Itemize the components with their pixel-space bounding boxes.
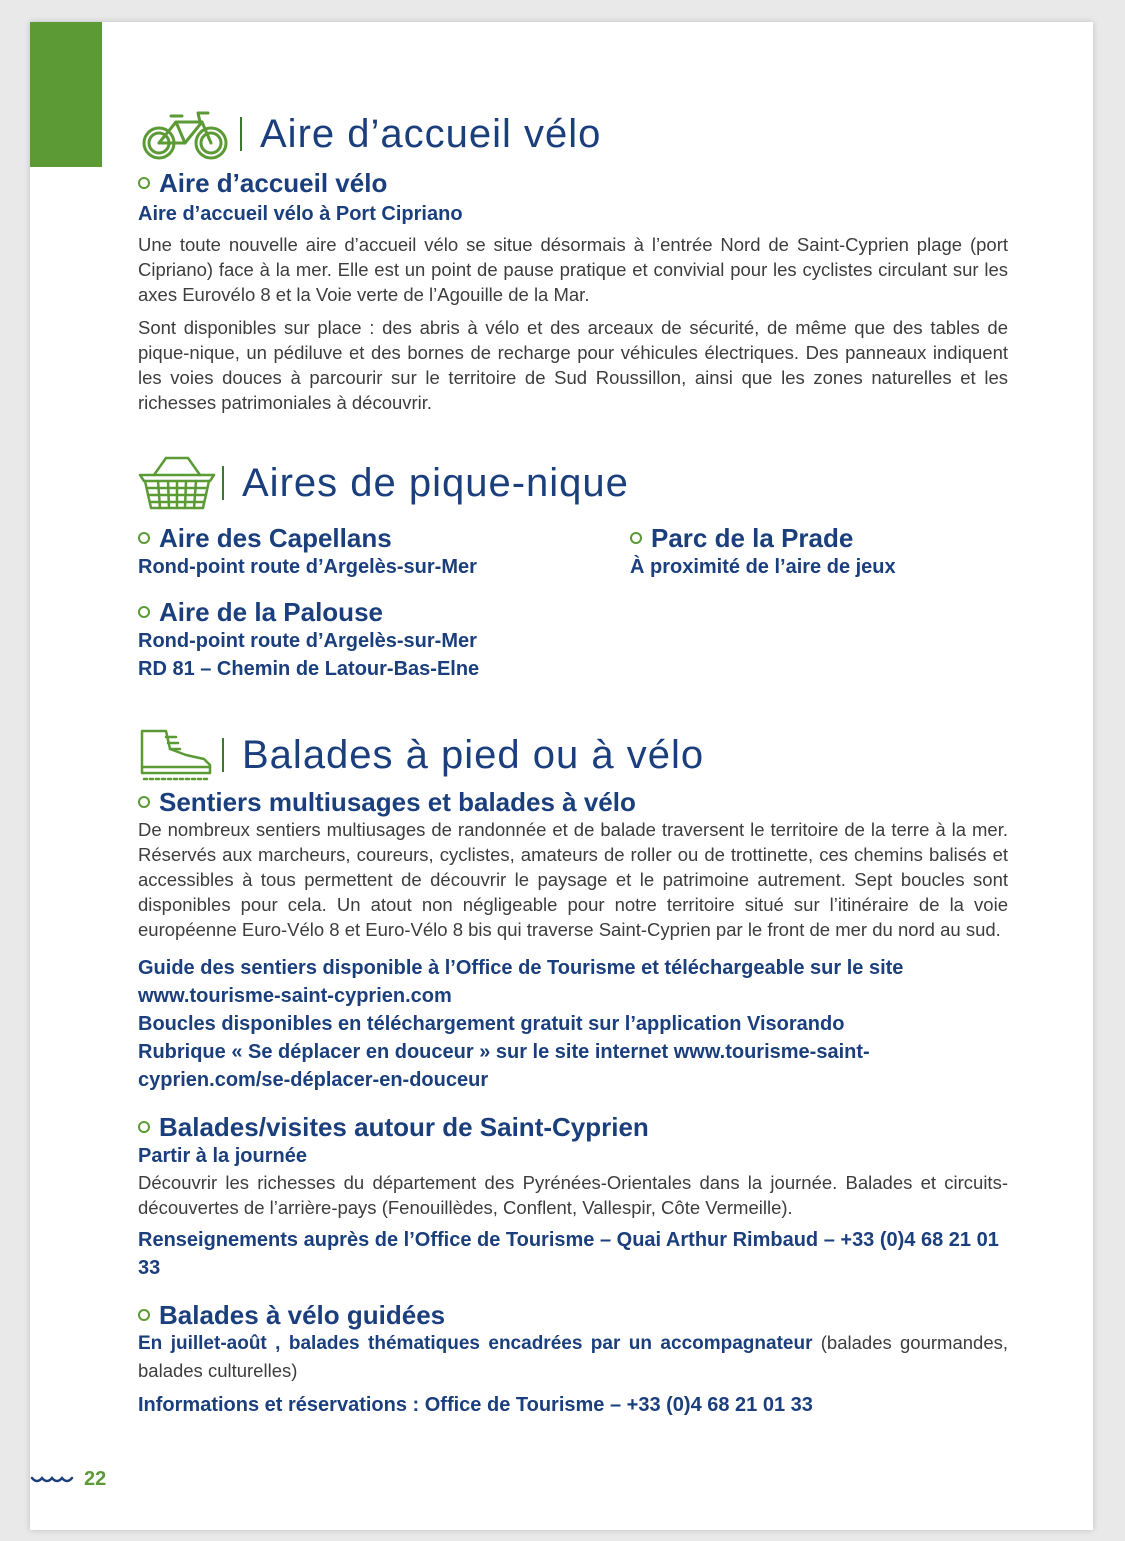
item-line-capellans: Rond-point route d’Argelès-sur-Mer (138, 556, 477, 578)
item-line-palouse-1: Rond-point route d’Argelès-sur-Mer (138, 630, 477, 652)
green-corner-tab (30, 22, 102, 167)
page-footer (30, 1468, 106, 1491)
info-renseignements: Renseignements auprès de l’Office de Tourisme – Quai Arthur Rimbaud – +33 (0)4 68 21 01 33 (138, 1229, 999, 1279)
item-title-aire-accueil (138, 168, 1008, 198)
section-title-velo: Aire d’accueil vélo (260, 111, 602, 156)
item-title-visites (138, 1112, 1008, 1142)
page-content (138, 106, 1008, 1419)
bullet-circle (630, 532, 642, 544)
section-header-picnic (138, 455, 1008, 511)
info-guide-sentiers: Guide des sentiers disponible à l’Office de Tourisme et téléchargeable sur le site www.tourisme-saint-cyprien.com (138, 957, 904, 1007)
page-number: 22 (84, 1468, 107, 1490)
item-title-text: Aire d’accueil vélo (159, 168, 388, 198)
bullet-circle (138, 796, 150, 808)
picnic-grid (138, 523, 1008, 581)
info-reservations: Informations et réservations : Office de Tourisme – +33 (0)4 68 21 01 33 (138, 1394, 813, 1416)
paragraph-visites: Découvrir les richesses du département des Pyrénées-Orientales dans la journée. Balades et circuits-découvertes de l’arrière-pays (Fenouillèdes, Conflent, Vallespir, Côte Vermeille). (138, 1172, 1008, 1218)
title-separator (222, 466, 224, 500)
item-title-sentiers (138, 787, 1008, 817)
picnic-col-left (138, 523, 630, 581)
guidees-lead: En juillet-août , balades thématiques encadrées par un accompagnateur (138, 1333, 813, 1354)
brochure-page (30, 22, 1093, 1530)
bullet-circle (138, 532, 150, 544)
item-title-text: Parc de la Prade (651, 523, 854, 553)
title-separator (240, 117, 242, 151)
item-title-text: Aire de la Palouse (159, 597, 383, 627)
section-header-velo (138, 106, 1008, 162)
bullet-circle (138, 606, 150, 618)
paragraph-sentiers: De nombreux sentiers multiusages de randonnée et de balade traversent le territoire de la terre à la mer. Réservés aux marcheurs, coureurs, cyclistes, amateurs de roller ou de trottinette, ces chemins balisés et accessibles à tous permettent de découvrir le paysage et le patrimoine autrement. Sept boucles sont disponibles pour cela. Un atout non négligeable pour notre territoire situé sur l’itinéraire de la voie européenne Euro-Vélo 8 et Euro-Vélo 8 bis qui traverse Saint-Cyprien par le front de mer du nord au sud. (138, 819, 1008, 940)
paragraph-velo-2: Sont disponibles sur place : des abris à vélo et des arceaux de sécurité, de même que des tables de pique-nique, un pédiluve et des bornes de recharge pour véhicules électriques. Des panneaux indiquent les voies douces à parcourir sur le territoire de Sud Roussillon, ainsi que les zones naturelles et les richesses patrimoniales à découvrir. (138, 317, 1008, 413)
item-title-text: Sentiers multiusages et balades à vélo (159, 787, 636, 817)
picnic-col-right (630, 523, 1008, 581)
bicycle-icon (138, 106, 234, 162)
section-title-balades: Balades à pied ou à vélo (242, 732, 705, 777)
bullet-circle (138, 1121, 150, 1133)
item-subtitle-port-cipriano: Aire d’accueil vélo à Port Cipriano (138, 203, 463, 225)
item-title-text: Aire des Capellans (159, 523, 392, 553)
item-title-prade (630, 523, 1008, 553)
bullet-circle (138, 177, 150, 189)
item-subtitle-journee: Partir à la journée (138, 1145, 307, 1167)
item-title-text: Balades/visites autour de Saint-Cyprien (159, 1112, 649, 1142)
item-line-prade: À proximité de l’aire de jeux (630, 556, 896, 578)
item-title-capellans (138, 523, 630, 553)
title-separator (222, 738, 224, 772)
info-rubrique-douceur: Rubrique « Se déplacer en douceur » sur le site internet www.tourisme-saint-cyprien.com/se-déplacer-en-douceur (138, 1041, 870, 1091)
section-header-balades (138, 727, 1008, 783)
basket-icon (138, 455, 216, 511)
item-title-palouse (138, 597, 1008, 627)
section-title-picnic: Aires de pique-nique (242, 460, 629, 505)
info-visorando: Boucles disponibles en téléchargement gratuit sur l’application Visorando (138, 1013, 845, 1035)
item-line-palouse-2: RD 81 – Chemin de Latour-Bas-Elne (138, 658, 480, 680)
item-title-guidees (138, 1300, 1008, 1330)
item-title-text: Balades à vélo guidées (159, 1300, 446, 1330)
paragraph-guidees (138, 1330, 1008, 1383)
paragraph-velo-1: Une toute nouvelle aire d’accueil vélo se situe désormais à l’entrée Nord de Saint-Cyprien plage (port Cipriano) face à la mer. Elle est un point de pause pratique et convivial pour les cyclistes circulant sur les axes Eurovélo 8 et la Voie verte de l’Agouille de la Mar. (138, 234, 1008, 305)
guidees-rest: (balades gourmandes, balades culturelles) (138, 1332, 1008, 1381)
wave-icon (30, 1472, 74, 1488)
hiking-boot-icon (138, 727, 216, 783)
bullet-circle (138, 1309, 150, 1321)
